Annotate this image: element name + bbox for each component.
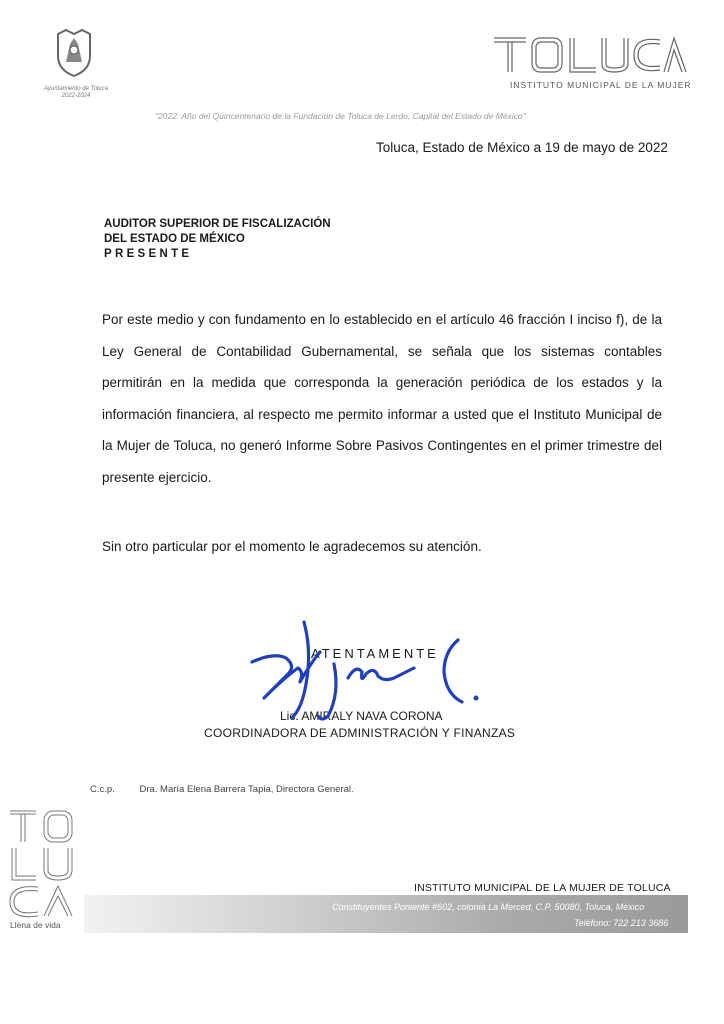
date-line: Toluca, Estado de México a 19 de mayo de 2022 (376, 140, 668, 155)
year-motto: "2022. Año del Quincentenario de la Fundación de Toluca de Lerdo, Capital del Estado de México" (155, 111, 526, 121)
signer-role: COORDINADORA DE ADMINISTRACIÓN Y FINANZAS (204, 726, 516, 740)
addressee-line3: PRESENTE (104, 248, 193, 260)
footer-address: Constituyentes Poniente #602, colonia La Merced, C.P. 50080, Toluca, México (332, 902, 645, 912)
body-paragraph: Por este medio y con fundamento en lo establecido en el artículo 46 fracción I inciso f), de la Ley General de Contabilidad Gubernamental, se señala que los sistemas contables permitirán en la medida que corresponda la generación periódica de los estados y la información financiera, al respecto me permito informar a usted que el Instituto Municipal de la Mujer de Toluca, no generó Informe Sobre Pasivos Contingentes en el primer trimestre del presente ejercicio. (102, 312, 662, 485)
footer-title: INSTITUTO MUNICIPAL DE LA MUJER DE TOLUCA (414, 882, 671, 894)
crest-caption-line1: Ayuntamiento de Toluca (43, 86, 109, 92)
addressee-line1: AUDITOR SUPERIOR DE FISCALIZACIÓN (104, 218, 331, 230)
ccp-line (90, 784, 354, 795)
signer-name: Lic. AMIRALY NAVA CORONA (280, 709, 443, 723)
salutation: ATENTAMENTE (311, 646, 439, 661)
closing-line: Sin otro particular por el momento le agradecemos su atención. (102, 539, 482, 554)
toluca-stacked-logo (8, 808, 76, 920)
tagline: Llena de vida (10, 920, 61, 930)
crest-icon (52, 26, 96, 78)
logo-subtitle: INSTITUTO MUNICIPAL DE LA MUJER (510, 80, 692, 90)
ccp-label: C.c.p. (90, 784, 115, 795)
crest-caption-line2: 2022-2024 (61, 93, 91, 99)
ccp-text: Dra. María Elena Barrera Tapia, Directora General. (139, 784, 354, 795)
crest-caption (36, 86, 116, 100)
addressee-line2: DEL ESTADO DE MÉXICO (104, 233, 245, 245)
handwritten-signature (244, 612, 494, 730)
addressee-block (104, 217, 331, 262)
footer-phone: Teléfono: 722 213 3686 (574, 918, 669, 928)
